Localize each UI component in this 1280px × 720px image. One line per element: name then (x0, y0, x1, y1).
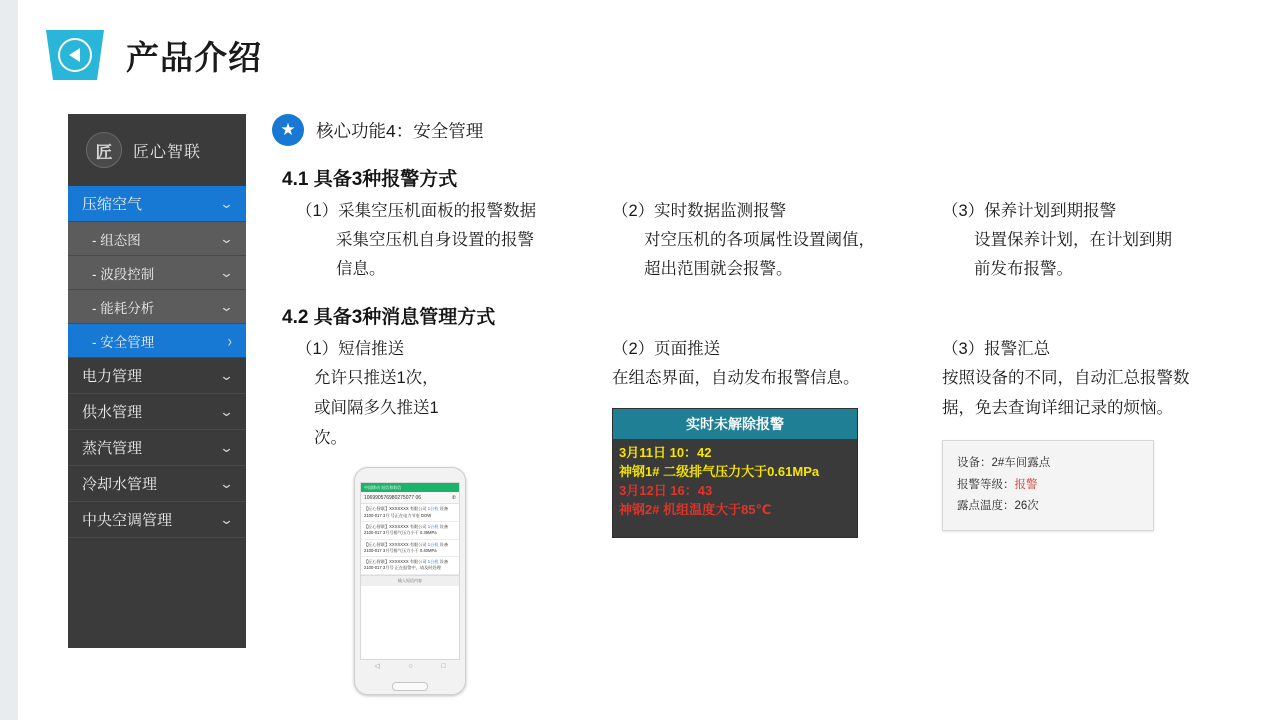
sidebar-item-safety-management[interactable] (68, 324, 246, 358)
s42-c3-l1: （3）报警汇总 (942, 339, 1051, 358)
device-row-level (957, 475, 1139, 497)
alarm-row-time: 3月11日 10：42 (619, 445, 712, 460)
header-badge (46, 30, 104, 80)
sidebar-item-label: - 波段控制 (92, 266, 155, 282)
section-42-title: 4.2 具备3种消息管理方式 (282, 306, 496, 328)
s42-c1-l4: 次。 (314, 428, 347, 447)
sidebar-item-energy-analysis[interactable] (68, 290, 246, 324)
core-function-label: 核心功能4：安全管理 (316, 120, 484, 141)
s41-c1-l1: （1）采集空压机面板的报警数据 (296, 202, 537, 220)
s41-c2-l1: （2）实时数据监测报警 (612, 202, 787, 220)
alarm-row-text: 神钢1# 二级排气压力大于0.61MPa (619, 463, 820, 479)
msg-blue: 1台机 (427, 506, 439, 512)
device-summary-card (942, 440, 1154, 532)
device-label: 露点温度： (957, 500, 1015, 513)
section-41-col-2 (612, 197, 942, 284)
brand-name: 匠心智联 (133, 143, 202, 161)
sidebar-item-steam-management[interactable] (68, 430, 246, 466)
s42-c1-l3: 或间隔多久推送1 (314, 399, 439, 417)
section-41-col-1 (272, 197, 612, 284)
chevron-down-icon: ⌄ (219, 439, 234, 455)
phone-sender-number (361, 492, 459, 504)
home-circle-icon[interactable]: ○ (408, 662, 413, 670)
brand-logo-icon: 匠 (86, 132, 122, 168)
msg-body: 设备2100-017 3月 号正在电力节电 DOW (364, 506, 449, 518)
sidebar-item-compressed-air[interactable] (68, 186, 246, 222)
msg-blue: 1台机 (427, 559, 439, 565)
s42-c2-l2: 在组态界面，自动发布报警信息。 (612, 369, 860, 388)
alarm-row-text: 神钢2# 机组温度大于85℃ (619, 501, 772, 517)
phone-screen (360, 482, 460, 660)
s42-c2-l1: （2）页面推送 (612, 339, 721, 358)
sidebar-item-label: 冷却水管理 (82, 476, 158, 493)
phone-icon[interactable]: ✆ (451, 494, 456, 501)
sidebar-item-label: 压缩空气 (82, 196, 143, 213)
device-value: 26次 (1014, 500, 1039, 513)
page-title: 产品介绍 (126, 38, 262, 76)
device-label: 报警等级： (957, 478, 1015, 491)
s41-c2-l3: 超出范围就会报警。 (644, 259, 793, 278)
msg-head: 【匠心智联】XXXXXXX 有限公司 (364, 559, 427, 565)
msg-body: 设备2100-017 3月号排气压力小于 0.40MPa (364, 541, 449, 553)
s41-c3-l2: 设置保养计划，在计划到期 (974, 230, 1172, 249)
sidebar-item-water-supply-management[interactable] (68, 394, 246, 430)
sidebar-item-label: - 能耗分析 (92, 300, 155, 316)
chevron-down-icon: ⌄ (219, 298, 234, 314)
msg-head: 【匠心智联】XXXXXXX 有限公司 (364, 506, 427, 512)
chevron-down-icon: ⌄ (219, 475, 234, 491)
sidebar-item-label: 电力管理 (82, 368, 143, 385)
sidebar-filler (68, 538, 246, 648)
msg-body: 设备2100-017 3月号 正在报警中，请及时处理 (364, 559, 449, 571)
msg-blue: 1台机 (427, 541, 439, 547)
s41-c2-l2: 对空压机的各项属性设置阈值， (644, 230, 875, 249)
star-badge-icon: ★ (272, 114, 304, 146)
chevron-down-icon: ⌄ (219, 195, 234, 211)
s41-c3-l3: 前发布报警。 (974, 259, 1073, 278)
sidebar-item-cooling-water-management[interactable] (68, 466, 246, 502)
sidebar-item-label: 蒸汽管理 (82, 440, 143, 457)
chevron-right-icon: › (227, 330, 232, 351)
sidebar-item-band-control[interactable] (68, 256, 246, 290)
msg-head: 【匠心智联】XXXXXXX 有限公司 (364, 541, 427, 547)
section-42-columns (272, 335, 1262, 696)
msg-blue: 1台机 (427, 523, 439, 529)
alarm-row-time: 3月12日 16：43 (619, 482, 713, 498)
sidebar-item-configuration-diagram[interactable] (68, 222, 246, 256)
section-42-col-2 (612, 335, 942, 696)
section-42-col-3 (942, 335, 1262, 696)
list-item (361, 540, 459, 558)
section-41-title: 4.1 具备3种报警方式 (282, 169, 458, 190)
sidebar-item-label: 中央空调管理 (82, 512, 173, 529)
alarm-panel-body (613, 439, 857, 537)
core-function-heading (272, 114, 1262, 146)
s41-c1-l2: 采集空压机自身设置的报警 (336, 230, 534, 249)
msg-head: 【匠心智联】XXXXXXX 有限公司 (364, 523, 427, 529)
sidebar-item-power-management[interactable] (68, 358, 246, 394)
play-left-icon (58, 38, 92, 72)
main-content (272, 114, 1262, 695)
device-label: 设备： (957, 456, 992, 469)
left-edge-strip (0, 0, 18, 720)
device-row-equipment (957, 453, 1139, 475)
sidebar-item-label: - 组态图 (92, 232, 141, 248)
list-item (361, 557, 459, 575)
chevron-down-icon: ⌄ (219, 403, 234, 419)
chevron-down-icon: ⌄ (219, 511, 234, 527)
recent-square-icon[interactable]: □ (441, 662, 446, 670)
list-item (361, 504, 459, 522)
phone-sms-input[interactable]: 输入短信内容 (361, 575, 459, 586)
device-value: 2#车间露点 (991, 456, 1051, 469)
s41-c1-l3: 信息。 (336, 259, 386, 278)
section-41-columns (272, 197, 1262, 284)
alarm-panel-title: 实时未解除报警 (613, 409, 857, 439)
sidebar-item-label: - 安全管理 (92, 334, 155, 350)
back-triangle-icon[interactable]: ◁ (374, 663, 380, 671)
section-42-col-1 (272, 335, 612, 696)
status-badge: 报警 (1014, 478, 1038, 491)
sidebar (68, 114, 246, 647)
chevron-down-icon: ⌄ (219, 230, 234, 246)
list-item (361, 522, 459, 540)
page-header (46, 30, 262, 80)
s42-c3-l2: 按照设备的不同，自动汇总报警数 (942, 369, 1190, 388)
device-row-dewpoint (957, 496, 1139, 518)
sidebar-brand (68, 114, 246, 186)
s41-c3-l1: （3）保养计划到期报警 (942, 202, 1117, 220)
s42-c3-l3: 据，免去查询详细记录的烦恼。 (942, 399, 1173, 417)
s42-c1-l1: （1）短信推送 (296, 339, 405, 358)
phone-number-text: 106990576980275077 06 (364, 494, 422, 501)
chevron-down-icon: ⌄ (219, 264, 234, 280)
phone-mockup (354, 467, 466, 695)
phone-home-button[interactable] (392, 682, 428, 691)
section-41-col-3 (942, 197, 1262, 284)
chevron-down-icon: ⌄ (219, 367, 234, 383)
msg-body: 设备2100-017 3月号排气压力小于 0.39MPa (364, 523, 449, 536)
phone-status-bar: 中国移动 短信和彩信 (361, 483, 459, 492)
alarm-panel (612, 408, 858, 538)
s42-c1-l2: 允许只推送1次， (314, 369, 439, 388)
sidebar-item-label: 供水管理 (82, 404, 143, 421)
phone-nav-bar (360, 660, 460, 672)
sidebar-item-central-ac-management[interactable] (68, 502, 246, 538)
